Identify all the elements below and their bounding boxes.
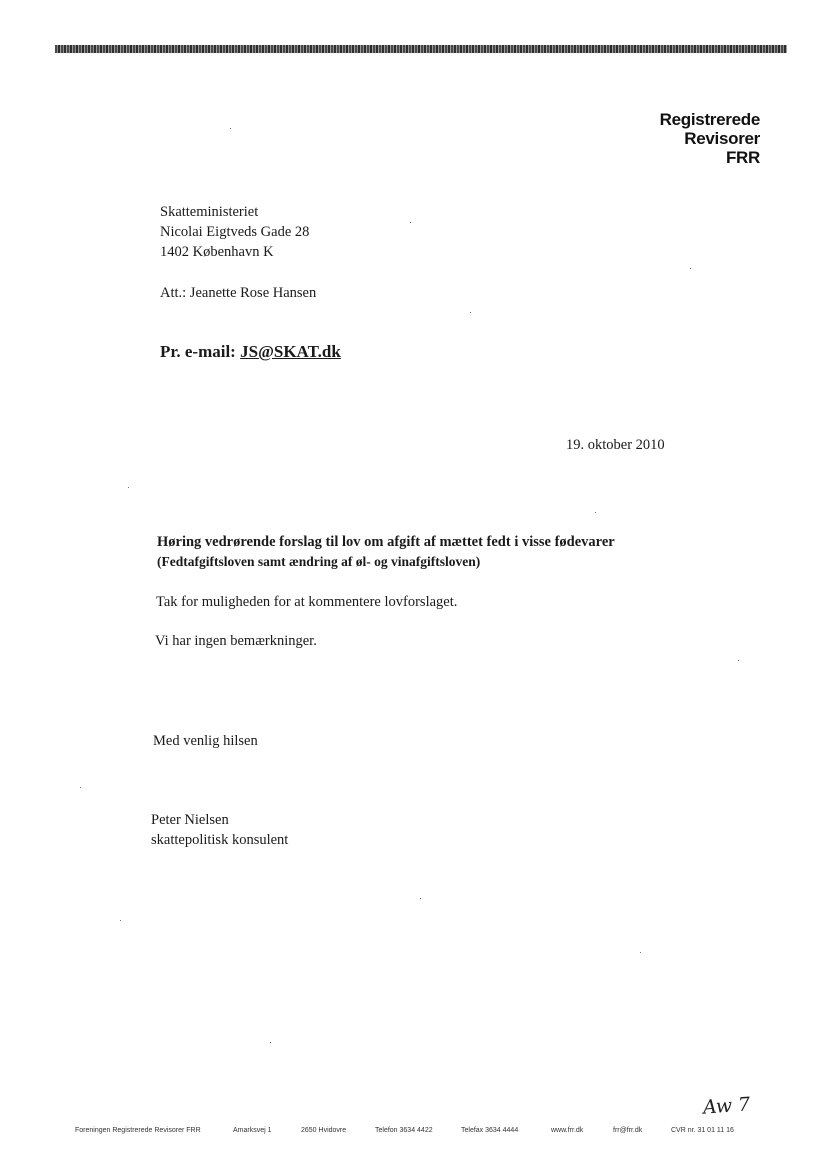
scan-speck: [80, 787, 81, 788]
footer-street: Amarksvej 1: [233, 1127, 272, 1134]
footer-web[interactable]: www.frr.dk: [551, 1127, 584, 1134]
logo-line-1: Registrerede: [659, 110, 760, 129]
recipient-address: [160, 202, 309, 262]
letter-footer: [75, 1127, 755, 1141]
email-address-link[interactable]: JS@SKAT.dk: [240, 342, 341, 361]
scan-speck: [595, 512, 596, 513]
scan-speck: [738, 660, 739, 661]
subject-line-1: Høring vedrørende forslag til lov om afgift af mættet fedt i visse fødevarer: [157, 534, 615, 550]
scan-speck: [420, 898, 421, 899]
scan-speck: [270, 1042, 271, 1043]
scan-speck: [410, 222, 411, 223]
subject-heading: [157, 532, 615, 572]
footer-email[interactable]: frr@frr.dk: [613, 1127, 643, 1134]
scan-speck: [230, 128, 231, 129]
closing-greeting: Med venlig hilsen: [153, 733, 258, 749]
recipient-street: Nicolai Eigtveds Gade 28: [160, 224, 310, 240]
recipient-city: 1402 København K: [160, 244, 274, 260]
attention-line: Att.: Jeanette Rose Hansen: [160, 285, 317, 301]
scan-speck: [128, 487, 129, 488]
email-line: [160, 342, 341, 362]
recipient-name: Skatteministeriet: [160, 204, 259, 220]
email-label: Pr. e-mail:: [160, 342, 236, 361]
footer-cvr: CVR nr. 31 01 11 16: [671, 1127, 734, 1134]
logo-line-3: FRR: [725, 148, 760, 167]
footer-organisation: Foreningen Registrerede Revisorer FRR: [75, 1127, 201, 1134]
fax-header-band: [55, 45, 787, 53]
letter-date: 19. oktober 2010: [566, 437, 665, 453]
body-paragraph-1: Tak for muligheden for at kommentere lovforslaget.: [156, 594, 458, 610]
footer-city: 2650 Hvidovre: [301, 1127, 347, 1134]
signer-name: Peter Nielsen: [151, 812, 229, 828]
scan-speck: [470, 312, 471, 313]
frr-logo: [640, 110, 760, 167]
scan-speck: [120, 920, 121, 921]
signer-title: skattepolitisk konsulent: [151, 832, 289, 848]
logo-line-2: Revisorer: [684, 129, 760, 148]
signature-block: [151, 810, 288, 850]
body-paragraph-2: Vi har ingen bemærkninger.: [155, 633, 317, 649]
subject-line-2: (Fedtafgiftsloven samt ændring af øl- og vinafgiftsloven): [157, 554, 481, 569]
handwritten-note: Aw 7: [702, 1093, 751, 1119]
footer-phone: Telefon 3634 4422: [375, 1127, 433, 1134]
scan-speck: [640, 952, 641, 953]
footer-fax: Telefax 3634 4444: [461, 1127, 519, 1134]
scan-speck: [690, 268, 691, 269]
